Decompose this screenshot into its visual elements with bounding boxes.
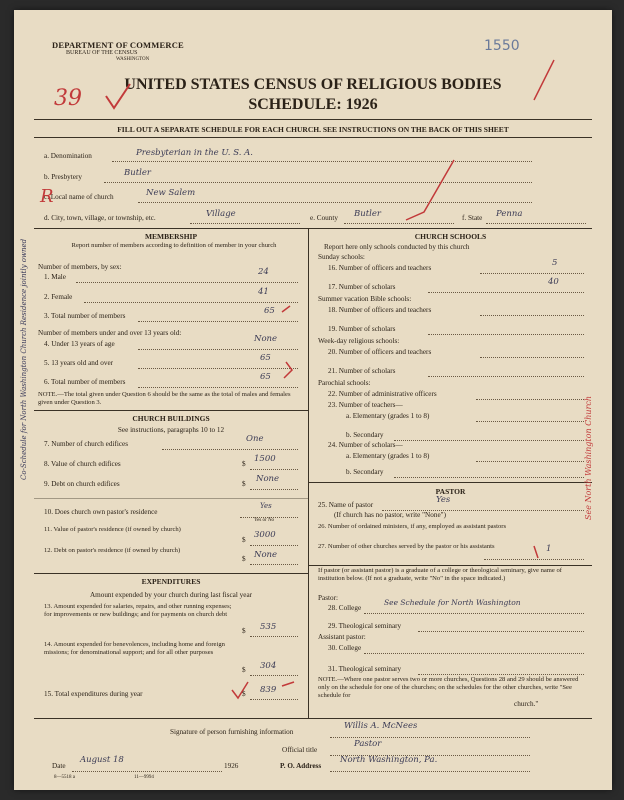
rule-buildings <box>34 410 308 411</box>
red-tick-total <box>282 306 290 312</box>
residence-debt-dollar: $ <box>242 555 246 563</box>
column-divider <box>308 228 309 718</box>
other-churches-value: 1 <box>546 544 552 554</box>
county-value: Butler <box>354 209 381 219</box>
summer-scholars-line <box>428 334 584 335</box>
residence-value-dollar: $ <box>242 536 246 544</box>
edifices-value-label: 8. Value of church edifices <box>44 460 121 468</box>
total-members-line <box>138 321 298 322</box>
benevolences-line <box>250 675 298 676</box>
rule-expenditures <box>34 573 308 574</box>
age-heading: Number of members under and over 13 years old: <box>38 329 182 337</box>
presbytery-label: b. Presbytery <box>44 173 82 181</box>
state-line <box>486 223 586 224</box>
pastor-seminary-line <box>418 631 584 632</box>
red-check-county <box>406 160 454 220</box>
date-line <box>72 771 222 772</box>
female-value: 41 <box>258 287 269 297</box>
sunday-officers-label: 16. Number of officers and teachers <box>328 264 432 272</box>
assistant-pastor-subheading: Assistant pastor: <box>318 633 366 641</box>
teachers-elementary-line <box>476 421 584 422</box>
schedule-title: SCHEDULE: 1926 <box>248 96 378 113</box>
graduate-note: If pastor (or assistant pastor) is a graduate of a college or theological seminary, give name of institution below. (If not a graduate, write "No" in the space indicated.) <box>318 567 563 582</box>
rule-graduate <box>309 565 592 566</box>
expenditures-heading: EXPENDITURES <box>141 577 201 586</box>
edifices-debt-line <box>250 489 298 490</box>
parochial-schools-label: Parochial schools: <box>318 379 371 387</box>
scholars-elementary-line <box>476 461 584 462</box>
total-members-6-label: 6. Total number of members <box>44 378 126 386</box>
official-title-label: Official title <box>282 746 318 754</box>
right-margin-note: See North Washington Church <box>584 395 593 520</box>
year-label: 1926 <box>224 762 239 770</box>
pastor-college-label: 28. College <box>328 604 362 612</box>
residence-debt-label: 12. Debt on pastor's residence (if owned by church) <box>44 547 181 554</box>
assistant-college-label: 30. College <box>328 644 362 652</box>
denomination-value: Presbyterian in the U. S. A. <box>136 148 253 158</box>
print-number: 11—9994 <box>134 775 154 780</box>
red-tick-other-churches <box>534 546 538 558</box>
po-address-value: North Washington, Pa. <box>340 755 438 765</box>
scholars-secondary-label: b. Secondary <box>346 468 384 476</box>
city-value: Village <box>206 209 236 219</box>
total-members-6-line <box>138 387 298 388</box>
under-13-line <box>138 349 298 350</box>
residence-value-value: 3000 <box>254 530 276 540</box>
owns-residence-value: Yes <box>260 502 272 510</box>
pastor-college-line <box>364 613 584 614</box>
summer-officers-label: 18. Number of officers and teachers <box>328 306 432 314</box>
running-expenses-label: 13. Amount expended for salaries, repairs, and other running expenses; for improvements or new buildings; and for payments on church debt <box>44 603 232 618</box>
edifices-debt-label: 9. Debt on church edifices <box>44 480 120 488</box>
residence-value-line <box>250 545 298 546</box>
assistant-seminary-line <box>418 674 584 675</box>
official-title-value: Pastor <box>354 739 382 749</box>
other-churches-label: 27. Number of other churches served by the pastor or his assistants <box>318 543 495 550</box>
sunday-scholars-value: 40 <box>548 277 559 287</box>
left-margin-note: Co-Schedule for North Washington Church Residence jointly owned <box>20 238 28 480</box>
under-13-label: 4. Under 13 years of age <box>44 340 115 348</box>
other-churches-line <box>484 559 584 560</box>
ordained-ministers-label: 26. Number of ordained ministers, if any, employed as assistant pastors <box>318 523 507 530</box>
scholars-secondary-line <box>394 477 584 478</box>
benevolences-dollar: $ <box>242 666 246 674</box>
male-label: 1. Male <box>44 273 66 281</box>
form-title: UNITED STATES CENSUS OF RELIGIOUS BODIES <box>124 76 502 93</box>
denomination-label: a. Denomination <box>44 152 92 160</box>
city-line <box>190 223 300 224</box>
total-members-6-value: 65 <box>260 372 271 382</box>
signature-value: Willis A. McNees <box>344 721 418 731</box>
sunday-scholars-line <box>428 292 584 293</box>
over-13-value: 65 <box>260 353 271 363</box>
local-name-line <box>138 202 532 203</box>
county-label: e. County <box>310 214 338 222</box>
washington-label: WASHINGTON <box>116 57 150 62</box>
weekday-officers-line <box>480 357 584 358</box>
bureau-heading: BUREAU OF THE CENSUS <box>66 50 138 56</box>
admin-officers-line <box>476 399 584 400</box>
date-value: August 18 <box>80 755 124 765</box>
scholars-elementary-label: a. Elementary (grades 1 to 8) <box>346 452 430 460</box>
census-schedule-sheet <box>14 10 612 790</box>
edifices-count-line <box>162 449 298 450</box>
scholars-label: 24. Number of scholars— <box>328 441 403 449</box>
summer-scholars-label: 19. Number of scholars <box>328 325 396 333</box>
under-13-value: None <box>254 334 278 344</box>
sunday-officers-value: 5 <box>552 258 558 268</box>
buildings-intro: See instructions, paragraphs 10 to 12 <box>117 426 225 434</box>
rule-signature <box>34 718 592 719</box>
rule-residence <box>34 498 308 499</box>
stamp-number: 1550 <box>484 38 520 54</box>
rule-pastor <box>309 482 592 483</box>
benevolences-label: 14. Amount expended for benevolences, including home and foreign missions; for denominational support; and for all other purposes <box>44 641 225 656</box>
weekday-scholars-line <box>428 376 584 377</box>
county-line <box>344 223 454 224</box>
red-tick-expenditures <box>282 682 294 686</box>
department-heading: DEPARTMENT OF COMMERCE <box>52 40 184 50</box>
red-r-mark: R <box>40 186 54 207</box>
presbytery-line <box>104 182 532 183</box>
male-value: 24 <box>258 267 269 277</box>
assistant-college-line <box>364 653 584 654</box>
pastor-seminary-label: 29. Theological seminary <box>328 622 402 630</box>
schools-heading: CHURCH SCHOOLS <box>414 232 487 241</box>
total-members-label: 3. Total number of members <box>44 312 126 320</box>
owns-residence-label: 10. Does church own pastor's residence <box>44 508 158 516</box>
weekday-officers-label: 20. Number of officers and teachers <box>328 348 432 356</box>
male-line <box>76 282 298 283</box>
state-value: Penna <box>496 209 523 219</box>
over-13-label: 5. 13 years old and over <box>44 359 114 367</box>
sunday-scholars-label: 17. Number of scholars <box>328 283 396 291</box>
sunday-officers-line <box>480 273 584 274</box>
denomination-line <box>112 161 532 162</box>
edifices-value-line <box>250 469 298 470</box>
presbytery-value: Butler <box>124 168 151 178</box>
admin-officers-label: 22. Number of administrative officers <box>328 390 437 398</box>
weekday-schools-label: Week-day religious schools: <box>318 337 400 345</box>
residence-debt-value: None <box>254 550 278 560</box>
schools-intro: Report here only schools conducted by this church <box>324 243 470 251</box>
local-name-label: c. Local name of church <box>44 193 114 201</box>
membership-intro: Report number of members according to definition of member in your church <box>71 242 277 249</box>
po-address-label: P. O. Address <box>280 762 322 770</box>
total-expenditures-value: 839 <box>260 685 277 695</box>
buildings-heading: CHURCH BUILDINGS <box>132 414 210 423</box>
pastor-name-value: Yes <box>436 495 451 505</box>
pastor-college-value: See Schedule for North Washington <box>384 598 521 607</box>
po-address-line <box>330 771 530 772</box>
female-line <box>84 302 298 303</box>
pastor-name-hint: (If church has no pastor, write "None") <box>334 511 446 519</box>
sunday-schools-label: Sunday schools: <box>318 253 365 261</box>
local-name-value: New Salem <box>146 188 196 198</box>
summer-officers-line <box>480 315 584 316</box>
red-bracket-members <box>284 362 292 378</box>
instruction-line: FILL OUT A SEPARATE SCHEDULE FOR EACH CHURCH. SEE INSTRUCTIONS ON THE BACK OF THIS SHEET <box>117 125 509 134</box>
teachers-label: 23. Number of teachers— <box>328 401 403 409</box>
edifices-debt-value: None <box>256 474 280 484</box>
edifices-value-value: 1500 <box>254 454 276 464</box>
rule-instr <box>34 137 592 138</box>
membership-note: NOTE.—The total given under Question 6 should be the same as the total of males and females given under Question 3. <box>38 391 291 406</box>
total-expenditures-dollar: $ <box>242 690 246 698</box>
membership-heading: MEMBERSHIP <box>144 232 198 241</box>
total-expenditures-line <box>250 699 298 700</box>
edifices-count-label: 7. Number of church edifices <box>44 440 129 448</box>
assistant-seminary-label: 31. Theological seminary <box>328 665 402 673</box>
edifices-count-value: One <box>246 434 264 444</box>
pastor-heading: PASTOR <box>435 487 466 496</box>
pastor-subheading: Pastor: <box>318 594 338 602</box>
teachers-elementary-label: a. Elementary (grades 1 to 8) <box>346 412 430 420</box>
summer-schools-label: Summer vacation Bible schools: <box>318 295 412 303</box>
total-expenditures-label: 15. Total expenditures during year <box>44 690 143 698</box>
running-expenses-line <box>250 636 298 637</box>
rule-columns-top <box>34 228 592 229</box>
teachers-secondary-label: b. Secondary <box>346 431 384 439</box>
rule-top <box>34 119 592 120</box>
expenditures-intro: Amount expended by your church during last fiscal year <box>89 591 253 599</box>
female-label: 2. Female <box>44 293 73 301</box>
signature-line <box>330 737 530 738</box>
edifices-value-dollar: $ <box>242 460 246 468</box>
edifices-debt-dollar: $ <box>242 480 246 488</box>
running-expenses-dollar: $ <box>242 627 246 635</box>
over-13-line <box>138 368 298 369</box>
pastor-note-end: church." <box>514 700 539 708</box>
teachers-secondary-line <box>394 440 584 441</box>
residence-debt-line <box>250 564 298 565</box>
residence-value-label: 11. Value of pastor's residence (if owned by church) <box>44 526 181 533</box>
form-number: 8—5518 a <box>54 775 75 780</box>
signature-label: Signature of person furnishing information <box>170 728 294 736</box>
red-39-mark: 39 <box>54 86 82 111</box>
total-members-value: 65 <box>264 306 275 316</box>
members-by-sex-label: Number of members, by sex: <box>38 263 122 271</box>
city-label: d. City, town, village, or township, etc. <box>44 214 156 222</box>
date-label: Date <box>52 762 66 770</box>
weekday-scholars-label: 21. Number of scholars <box>328 367 396 375</box>
pastor-note: NOTE.—Where one pastor serves two or more churches, Questions 28 and 29 should be answered only on the schedule for one of the churches; on the schedules for the other churches, write "See schedule for <box>318 676 579 699</box>
benevolences-value: 304 <box>260 661 277 671</box>
yes-or-no-hint: Yes or No <box>254 518 275 523</box>
state-label: f. State <box>462 214 483 222</box>
running-expenses-value: 535 <box>260 622 277 632</box>
pastor-name-label: 25. Name of pastor <box>318 501 374 509</box>
